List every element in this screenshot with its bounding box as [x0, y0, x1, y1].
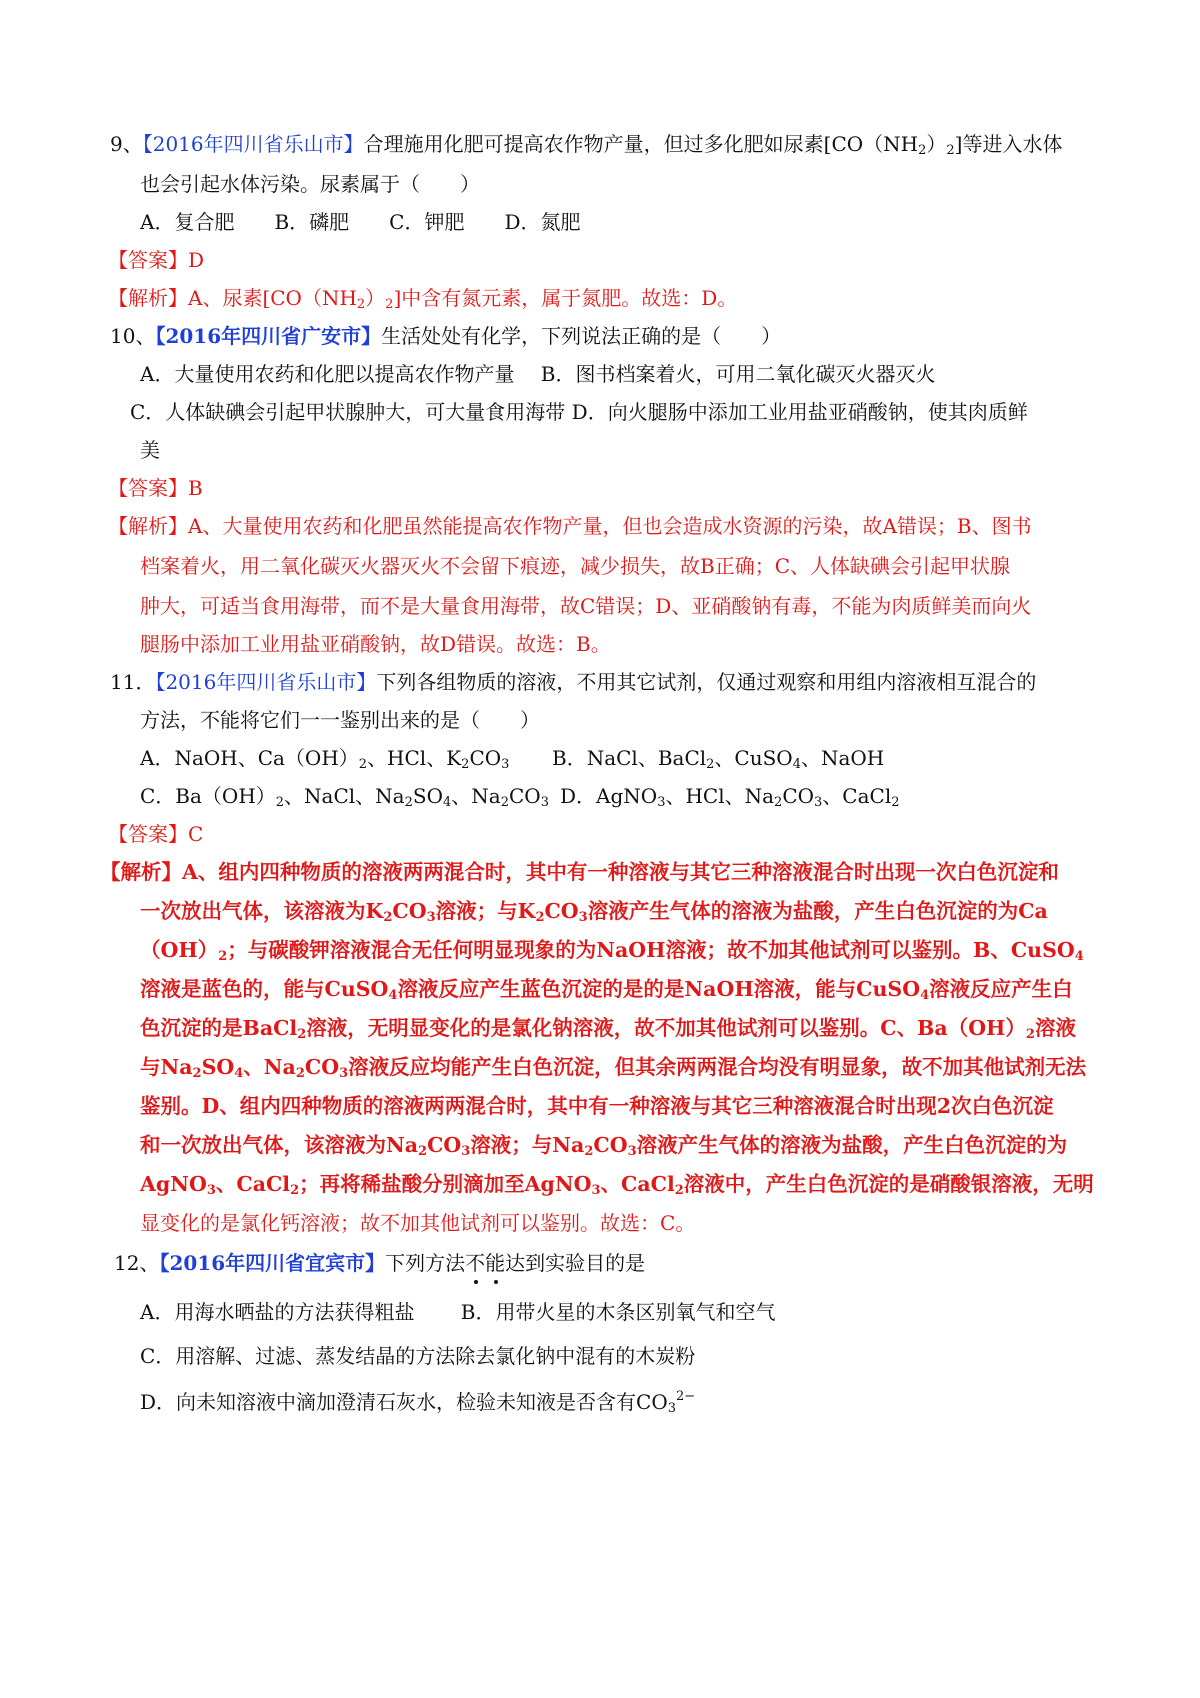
q10-options-cd: C．人体缺碘会引起甲状腺肿大，可大量食用海带 D．向火腿肠中添加工业用盐亚硝酸钠，使其肉质鲜 — [130, 400, 1028, 424]
analysis-tag: 【解析】 — [100, 860, 182, 884]
q10-options-ab: A．大量使用农药和化肥以提高农作物产量 B．图书档案着火，可用二氧化碳灭火器灭火 — [140, 362, 936, 386]
q10-stem: 10、【2016年四川省广安市】生活处处有化学，下列说法正确的是（ ） — [110, 324, 782, 348]
answer-tag: 【答案】 — [108, 822, 188, 846]
q11-analysis-line3: $(OH)_2$；与碳酸钾溶液混合无任何明显现象的为NaOH溶液；故不加其他试剂可以鉴别。B、CuSO$_4$ — [140, 938, 1084, 964]
q11-source: 【2016年四川省乐山市】 — [155, 670, 377, 694]
emphasis-dot-char: 不 — [465, 1251, 486, 1275]
answer-tag: 【答案】 — [108, 248, 188, 272]
q11-analysis-line4: 溶液是蓝色的，能与CuSO$_4$溶液反应产生蓝色沉淀的是的是NaOH溶液，能与CuSO$_4$溶液反应产生白 — [140, 977, 1073, 1003]
q10-options-cd-cont: 美 — [140, 438, 160, 462]
q12-option-d: D．向未知溶液中滴加澄清石灰水，检验未知液是否含有$CO_3^{2-}$ — [140, 1389, 696, 1416]
q10-analysis-line2: 档案着火，用二氧化碳灭火器灭火不会留下痕迹，减少损失，故B正确；C、人体缺碘会引起甲状腺 — [140, 554, 1010, 578]
q11-number: 11． — [110, 670, 156, 694]
q11-option-c: C．$Ba(OH)_2$、NaCl、$Na_2SO_4$、$Na_2CO_3$ — [140, 784, 549, 810]
emphasis-dot-char: 能 — [485, 1251, 506, 1275]
q11-stem-line2: 方法，不能将它们一一鉴别出来的是（ ） — [140, 708, 540, 732]
q10-source: 【2016年四川省广安市】 — [155, 324, 382, 348]
q11-analysis-line10: 显变化的是氯化钙溶液；故不加其他试剂可以鉴别。故选：C。 — [140, 1211, 696, 1235]
q9-source: 【2016年四川省乐山市】 — [142, 132, 364, 156]
q11-answer — [108, 824, 203, 844]
answer-value: B — [188, 476, 203, 500]
q11-option-d: D．AgNO$_3$、HCl、$Na_2CO_3$、CaCl$_2$ — [560, 784, 900, 810]
q12-source: 【2016年四川省宜宾市】 — [159, 1251, 386, 1275]
q9-stem-line1: 9、【2016年四川省乐山市】合理施用化肥可提高农作物产量，但过多化肥如尿素$[CO(NH_2)_2]$等进入水体 — [110, 132, 1063, 158]
answer-value: C — [188, 822, 204, 846]
q11-analysis-line6: 与$Na_2SO_4$、$Na_2CO_3$溶液反应均能产生白色沉淀，但其余两两混合均没有明显象，故不加其他试剂无法 — [140, 1055, 1087, 1081]
q11-analysis-line8: 和一次放出气体，该溶液为$Na_2CO_3$溶液；与$Na_2CO_3$溶液产生气体的溶液为盐酸，产生白色沉淀的为 — [140, 1133, 1068, 1159]
q12-options-ab: A．用海水晒盐的方法获得粗盐 B．用带火星的木条区别氧气和空气 — [140, 1300, 776, 1324]
q10-analysis-line1: 【解析】A、大量使用农药和化肥虽然能提高农作物产量，但也会造成水资源的污染，故A错误；B、图书 — [108, 514, 1032, 538]
q11-option-b: B．NaCl、BaCl$_2$、CuSO$_4$、NaOH — [552, 746, 885, 772]
q12-stem: 12、【2016年四川省宜宾市】下列方法不能达到实验目的是 — [114, 1251, 646, 1275]
analysis-tag: 【解析】 — [108, 286, 188, 310]
q11-analysis-line1: 【解析】A、组内四种物质的溶液两两混合时，其中有一种溶液与其它三种溶液混合时出现一次白色沉淀和 — [100, 860, 1059, 884]
q9-answer — [108, 250, 204, 270]
answer-value: D — [188, 248, 205, 272]
q11-stem-line1: 11．【2016年四川省乐山市】下列各组物质的溶液，不用其它试剂，仅通过观察和用组内溶液相互混合的 — [110, 670, 1037, 694]
q9-stem-line2: 也会引起水体污染。尿素属于（ ） — [140, 172, 480, 196]
q10-analysis-line4: 腿肠中添加工业用盐亚硝酸钠，故D错误。故选：B。 — [140, 632, 611, 656]
q11-option-a: A．NaOH、$Ca(OH)_2$、HCl、$K_2CO_3$ — [140, 746, 510, 772]
q12-option-c: C．用溶解、过滤、蒸发结晶的方法除去氯化钠中混有的木炭粉 — [140, 1344, 696, 1368]
answer-tag: 【答案】 — [108, 476, 188, 500]
q9-options: A．复合肥 B．磷肥 C．钾肥 D．氮肥 — [140, 210, 581, 234]
analysis-tag: 【解析】 — [108, 514, 188, 538]
q9-analysis: 【解析】A、尿素$[CO(NH_2)_2]$中含有氮元素，属于氮肥。故选：D。 — [108, 286, 738, 312]
q11-analysis-line5: 色沉淀的是BaCl$_2$溶液，无明显变化的是氯化钠溶液，故不加其他试剂可以鉴别。C、$Ba(OH)_2$溶液 — [140, 1016, 1076, 1042]
q12-number: 12、 — [114, 1251, 160, 1275]
q9-number: 9、 — [110, 132, 143, 156]
q10-analysis-line3: 肿大，可适当食用海带，而不是大量食用海带，故C错误；D、亚硝酸钠有毒，不能为肉质鲜美而向火 — [140, 594, 1032, 618]
q11-analysis-line7: 鉴别。D、组内四种物质的溶液两两混合时，其中有一种溶液与其它三种溶液混合时出现2次白色沉淀 — [140, 1094, 1054, 1118]
q11-analysis-line2: 一次放出气体，该溶液为$K_2CO_3$溶液；与$K_2CO_3$溶液产生气体的溶液为盐酸，产生白色沉淀的为Ca — [140, 899, 1048, 925]
q11-analysis-line9: AgNO$_3$、CaCl$_2$；再将稀盐酸分别滴加至AgNO$_3$、CaCl$_2$溶液中，产生白色沉淀的是硝酸银溶液，无明 — [140, 1172, 1094, 1198]
q10-number: 10、 — [110, 324, 156, 348]
q10-answer — [108, 478, 203, 498]
